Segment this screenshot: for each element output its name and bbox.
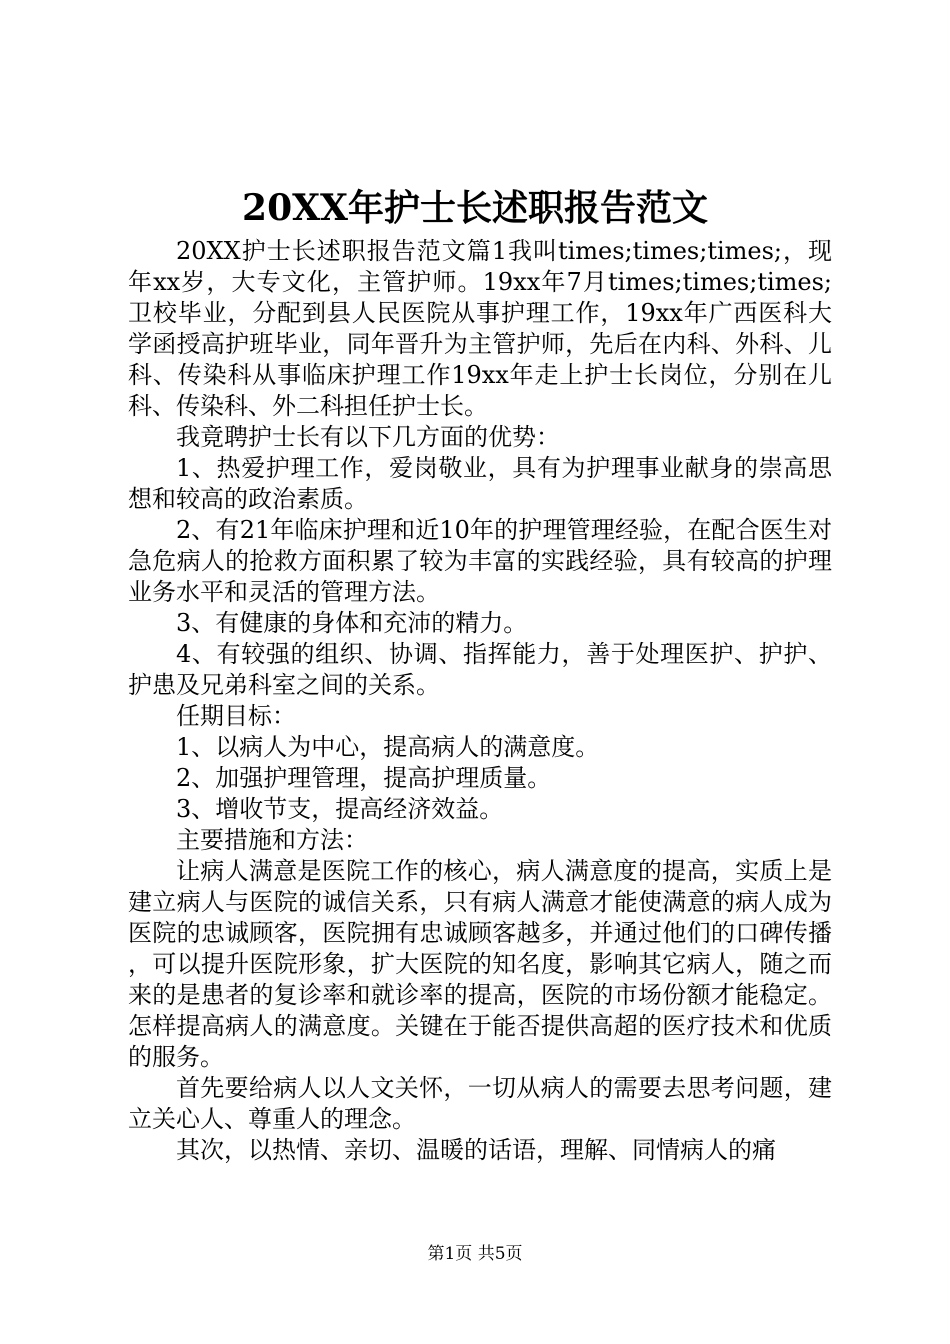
paragraph-advantage-1: 1、热爱护理工作，爱岗敬业，具有为护理事业献身的崇高思想和较高的政治素质。 bbox=[128, 454, 832, 513]
paragraph-intro: 20XX护士长述职报告范文篇1我叫times;times;times;，现年xx岁，大专文化，主管护师。19xx年7月times;times;times;卫校毕业，分配到县人民医院从事护理工作，19xx年广西医科大学函授高护班毕业，同年晋升为主管护师，先后在内科、外科、儿科、传染科从事临床护理工作19xx年走上护士长岗位，分别在儿科、传染科、外二科担任护士长。 bbox=[128, 237, 832, 420]
document-body bbox=[128, 236, 832, 1166]
paragraph-advantage-3: 3、有健康的身体和充沛的精力。 bbox=[176, 609, 528, 637]
paragraph-measures-body: 让病人满意是医院工作的核心，病人满意度的提高，实质上是建立病人与医院的诚信关系，只有病人满意才能使满意的病人成为医院的忠诚顾客，医院拥有忠诚顾客越多，并通过他们的口碑传播，可以提升医院形象，扩大医院的知名度，影响其它病人，随之而来的是患者的复诊率和就诊率的提高，医院的市场份额才能稳定。怎样提高病人的满意度。关键在于能否提供高超的医疗技术和优质的服务。 bbox=[128, 857, 832, 1071]
paragraph-advantage-2: 2、有21年临床护理和近10年的护理管理经验，在配合医生对急危病人的抢救方面积累了较为丰富的实践经验，具有较高的护理业务水平和灵活的管理方法。 bbox=[128, 516, 832, 606]
document-title: 20XX年护士长述职报告范文 bbox=[242, 187, 708, 229]
page-footer: 第1页 共5页 bbox=[427, 1244, 523, 1264]
paragraph-goals-heading: 任期目标： bbox=[176, 702, 296, 730]
paragraph-goal-2: 2、加强护理管理，提高护理质量。 bbox=[176, 764, 552, 792]
paragraph-goal-3: 3、增收节支，提高经济效益。 bbox=[176, 795, 504, 823]
paragraph-measures-heading: 主要措施和方法： bbox=[176, 826, 368, 854]
paragraph-second-measure: 其次，以热情、亲切、温暖的话语，理解、同情病人的痛 bbox=[176, 1136, 776, 1164]
paragraph-advantages-heading: 我竟聘护士长有以下几方面的优势： bbox=[176, 423, 560, 451]
paragraph-advantage-4: 4、有较强的组织、协调、指挥能力，善于处理医护、护护、护患及兄弟科室之间的关系。 bbox=[128, 640, 832, 699]
paragraph-first-measure: 首先要给病人以人文关怀，一切从病人的需要去思考问题，建立关心人、尊重人的理念。 bbox=[128, 1074, 832, 1133]
paragraph-goal-1: 1、以病人为中心，提高病人的满意度。 bbox=[176, 733, 600, 761]
